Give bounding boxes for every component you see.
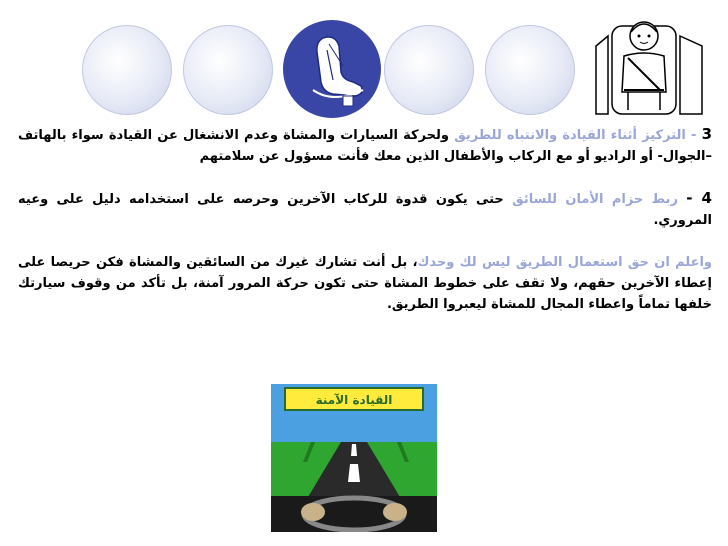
highlight-phrase: ربط حزام الأمان للسائق [512, 192, 678, 207]
highlight-phrase: - التركيز أثناء القيادة والانتباه للطريق [454, 128, 697, 143]
decorative-circle [485, 25, 575, 115]
item-number: 4 - [686, 189, 712, 207]
car-seat-illustration [283, 20, 381, 118]
safe-driving-illustration [271, 384, 437, 532]
paragraph-body: حتى يكون قدوة للركاب الآخرين وحرصه على استخدامه دليل على وعيه المروري. [18, 192, 712, 228]
child-seatbelt-illustration [588, 6, 708, 116]
paragraph-body: ولحركة السيارات والمشاة وعدم الانشغال عن القيادة سواء بالهاتف –الجوال- أو الراديو أو مع الركاب والأطفال الذين معك فأنت مسؤول عن سلامتهم [18, 128, 712, 164]
article-text [18, 124, 712, 315]
paragraph-road-sharing [18, 252, 712, 315]
paragraph-body: ، بل أنت تشارك غيرك من السائقين والمشاة فكن حريصا على إعطاء الآخرين حقهم، ولا تقف على خطوط المشاة حتى تكون حركة المرور آمنة، بل تأكد من وقوف سيارتك خلفها تماماً واعطاء المجال للمشاة ليعبروا الطريق. [18, 255, 712, 312]
decorative-circle [183, 25, 273, 115]
highlight-phrase: واعلم ان حق استعمال الطريق ليس لك وحدك [417, 255, 712, 270]
decorative-circle [384, 25, 474, 115]
paragraph-focus [18, 124, 712, 167]
item-number: 3 [701, 125, 713, 143]
paragraph-seatbelt [18, 188, 712, 231]
decorative-circle [82, 25, 172, 115]
road-sign-label: القيادة الآمنة [315, 393, 393, 407]
